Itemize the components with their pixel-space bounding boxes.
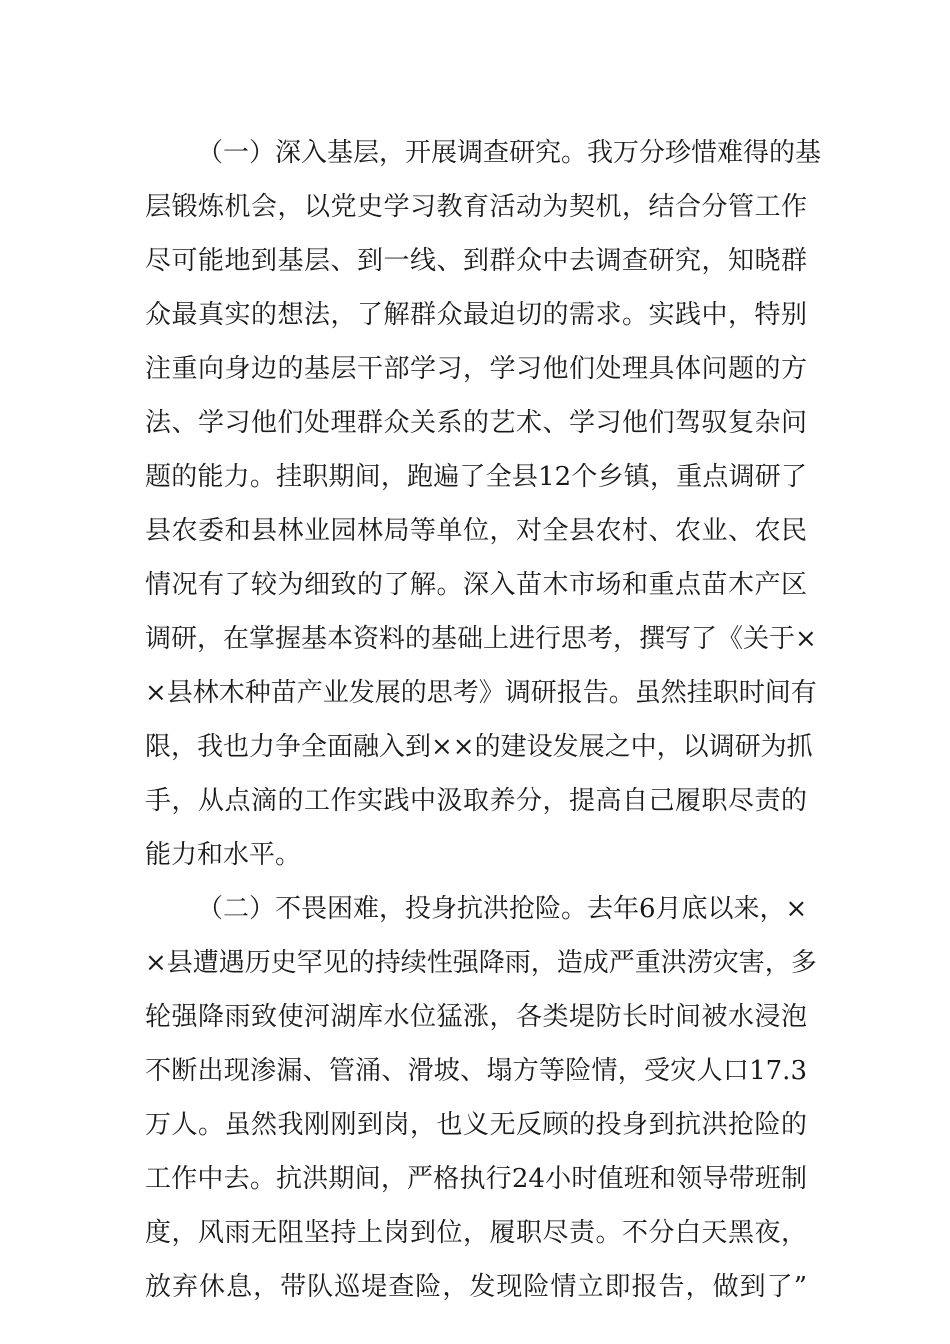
text-line: 题的能力。挂职期间，跑遍了全县12个乡镇，重点调研了	[145, 462, 807, 492]
text-line: 县农委和县林业园林局等单位，对全县农村、农业、农民	[145, 516, 807, 546]
text-line: （一）深入基层，开展调查研究。我万分珍惜难得的基	[197, 138, 822, 168]
text-line: 万人。虽然我刚刚到岗，也义无反顾的投身到抗洪抢险的	[145, 1110, 807, 1140]
text-line: 不断出现渗漏、管涌、滑坡、塌方等险情，受灾人口17.3	[145, 1056, 807, 1086]
text-line: 手，从点滴的工作实践中汲取养分，提高自己履职尽责的	[145, 786, 807, 816]
text-line: 众最真实的想法，了解群众最迫切的需求。实践中，特别	[145, 300, 807, 330]
paragraph-1	[145, 126, 822, 882]
text-line: 尽可能地到基层、到一线、到群众中去调查研究，知晓群	[145, 246, 807, 276]
text-line: 放弃休息，带队巡堤查险，发现险情立即报告，做到了”	[145, 1272, 807, 1302]
text-line: 工作中去。抗洪期间，严格执行24小时值班和领导带班制	[145, 1164, 807, 1194]
text-line: 注重向身边的基层干部学习，学习他们处理具体问题的方	[145, 354, 807, 384]
text-line: 轮强降雨致使河湖库水位猛涨，各类堤防长时间被水浸泡	[145, 1002, 807, 1032]
text-line: 度，风雨无阻坚持上岗到位，履职尽责。不分白天黑夜，	[145, 1218, 807, 1248]
text-line: ×县遭遇历史罕见的持续性强降雨，造成严重洪涝灾害，多	[145, 948, 817, 978]
text-line: （二）不畏困难，投身抗洪抢险。去年6月底以来，×	[197, 894, 808, 924]
text-line: 层锻炼机会，以党史学习教育活动为契机，结合分管工作	[145, 192, 807, 222]
paragraph-2	[145, 882, 817, 1314]
document-body	[145, 126, 822, 1314]
text-line: 调研，在掌握基本资料的基础上进行思考，撰写了《关于×	[145, 624, 817, 654]
text-line: ×县林木种苗产业发展的思考》调研报告。虽然挂职时间有	[145, 678, 817, 708]
text-line: 能力和水平。	[145, 840, 302, 870]
text-line: 限，我也力争全面融入到××的建设发展之中，以调研为抓	[145, 732, 813, 762]
text-line: 法、学习他们处理群众关系的艺术、学习他们驾驭复杂问	[145, 408, 807, 438]
text-line: 情况有了较为细致的了解。深入苗木市场和重点苗木产区	[145, 570, 807, 600]
